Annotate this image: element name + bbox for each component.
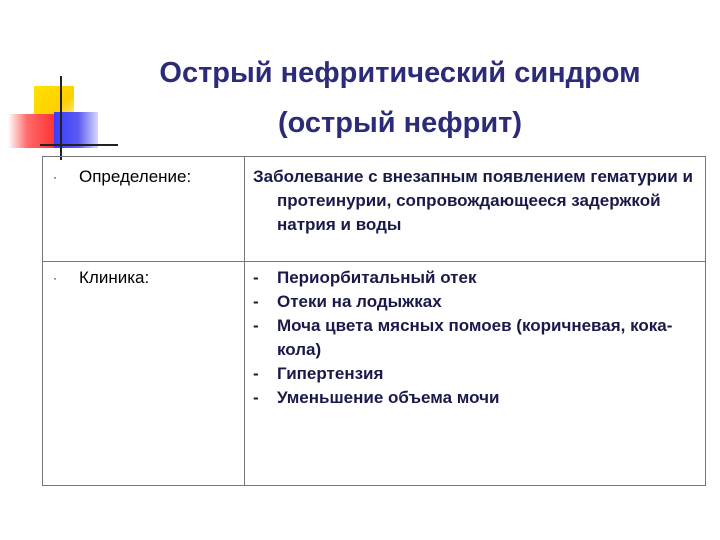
dash-marker: - [253, 292, 259, 311]
logo-vertical-line [60, 76, 62, 160]
list-item-text: Уменьшение объема мочи [277, 388, 500, 407]
clinic-label: Клиника: [79, 268, 150, 287]
bullet-icon: · [53, 271, 57, 285]
content-table [42, 156, 706, 486]
clinic-list [253, 266, 693, 410]
clinic-list-cell [253, 266, 693, 410]
decorative-logo [0, 0, 120, 170]
logo-horizontal-line [40, 144, 118, 146]
row-divider [43, 261, 705, 262]
list-item [253, 266, 693, 290]
dash-marker: - [253, 316, 259, 335]
column-divider [244, 157, 245, 485]
definition-text-cell [253, 165, 693, 237]
logo-red-square [8, 114, 56, 148]
definition-label-cell [53, 165, 191, 189]
definition-text: Заболевание с внезапным появлением гематурии и протеинурии, сопровождающееся задержкой натрия и воды [253, 167, 693, 234]
list-item [253, 290, 693, 314]
list-item-text: Гипертензия [277, 364, 384, 383]
list-item-text: Отеки на лодыжках [277, 292, 442, 311]
dash-marker: - [253, 388, 259, 407]
title-line-2: (острый нефрит) [277, 107, 523, 139]
definition-label: Определение: [79, 167, 192, 186]
list-item [253, 362, 693, 386]
slide-title [110, 48, 690, 148]
list-item-text: Периорбитальный отек [277, 268, 477, 287]
list-item [253, 314, 693, 362]
clinic-label-cell [53, 266, 149, 290]
list-item-text: Моча цвета мясных помоев (коричневая, кока-кола) [277, 316, 673, 359]
dash-marker: - [253, 268, 259, 287]
list-item [253, 386, 693, 410]
dash-marker: - [253, 364, 259, 383]
bullet-icon: · [53, 170, 57, 184]
title-line-1: Острый нефритический синдром [159, 57, 641, 89]
